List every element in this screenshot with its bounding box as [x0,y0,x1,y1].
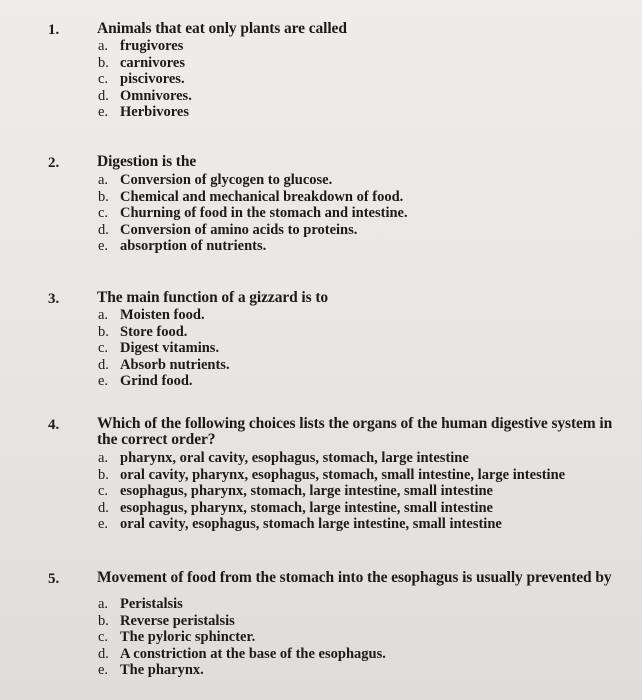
option-text: Omnivores. [120,87,192,104]
option-letter: e. [98,516,109,533]
option-e [98,238,408,255]
option-letter: b. [98,612,109,629]
question-text: Movement of food from the stomach into the esophagus is usually prevented by [97,569,612,586]
option-text: Reverse peristalsis [120,612,235,629]
option-letter: e. [98,373,109,390]
option-b [98,324,230,341]
option-letter: d. [98,87,109,104]
option-text: A constriction at the base of the esophagus. [120,645,386,662]
option-text: The pyloric sphincter. [120,629,256,646]
option-letter: d. [98,221,109,238]
option-b [98,467,565,484]
option-letter: d. [98,645,109,662]
option-e [98,516,565,533]
option-text: Store food. [120,323,188,340]
option-text: Conversion of amino acids to proteins. [120,221,358,238]
option-text: The pharynx. [120,662,204,679]
option-text: esophagus, pharynx, stomach, large intestine, small intestine [120,499,493,516]
option-text: oral cavity, pharynx, esophagus, stomach, small intestine, large intestine [120,466,566,483]
option-letter: c. [98,483,109,500]
option-d [98,646,386,663]
question-number: 5. [48,571,60,587]
option-d [98,88,192,105]
option-text: absorption of nutrients. [120,238,267,255]
option-letter: c. [98,205,109,222]
option-letter: a. [98,450,109,466]
option-c [98,71,192,88]
option-c [98,340,230,357]
option-text: Grind food. [120,373,193,390]
question-text: The main function of a gizzard is to [97,289,329,306]
option-a [98,172,408,189]
option-letter: c. [98,71,109,88]
option-text: piscivores. [120,71,185,88]
options-list [98,450,565,533]
option-letter: b. [98,466,109,483]
question-text: Digestion is the [97,153,197,170]
option-text: Digest vitamins. [120,340,220,357]
option-letter: a. [98,596,109,612]
option-text: oral cavity, esophagus, stomach large intestine, small intestine [120,516,502,533]
option-letter: d. [98,356,109,373]
option-letter: b. [98,54,109,71]
option-e [98,662,386,679]
option-text: Conversion of glycogen to glucose. [120,172,333,188]
option-letter: b. [98,188,109,205]
option-letter: c. [98,629,109,646]
option-text: Peristalsis [120,596,183,612]
option-letter: d. [98,499,109,516]
options-list [98,307,230,390]
option-text: Absorb nutrients. [120,356,230,373]
question-text: Animals that eat only plants are called [97,20,347,37]
option-letter: b. [98,323,109,340]
option-b [98,55,192,72]
option-a [98,307,230,324]
option-text: Chemical and mechanical breakdown of food. [120,188,404,205]
option-d [98,500,565,517]
option-letter: e. [98,104,109,121]
options-list [98,596,386,679]
option-b [98,189,408,206]
options-list [98,172,408,255]
options-list [98,38,192,121]
question-number: 3. [48,291,60,307]
option-letter: a. [98,38,109,54]
option-d [98,222,408,239]
option-a [98,596,386,613]
option-letter: e. [98,238,109,255]
option-text: esophagus, pharynx, stomach, large intestine, small intestine [120,483,493,500]
option-c [98,629,386,646]
option-text: frugivores [120,38,184,54]
option-d [98,357,230,374]
question-number: 2. [48,155,60,171]
option-a [98,38,192,55]
option-e [98,104,192,121]
option-text: Moisten food. [120,307,205,323]
option-letter: a. [98,172,109,188]
question-text: Which of the following choices lists the organs of the human digestive system in the correct order? [97,415,613,448]
option-letter: e. [98,662,109,679]
option-text: carnivores [120,54,185,71]
question-number: 1. [48,22,60,38]
option-text: Herbivores [120,104,189,121]
option-b [98,613,386,630]
option-a [98,450,565,467]
option-letter: c. [98,340,109,357]
option-text: Churning of food in the stomach and intestine. [120,205,408,222]
option-letter: a. [98,307,109,323]
option-e [98,373,230,390]
question-number: 4. [48,417,60,433]
option-text: pharynx, oral cavity, esophagus, stomach, large intestine [120,450,469,466]
option-c [98,205,408,222]
option-c [98,483,565,500]
